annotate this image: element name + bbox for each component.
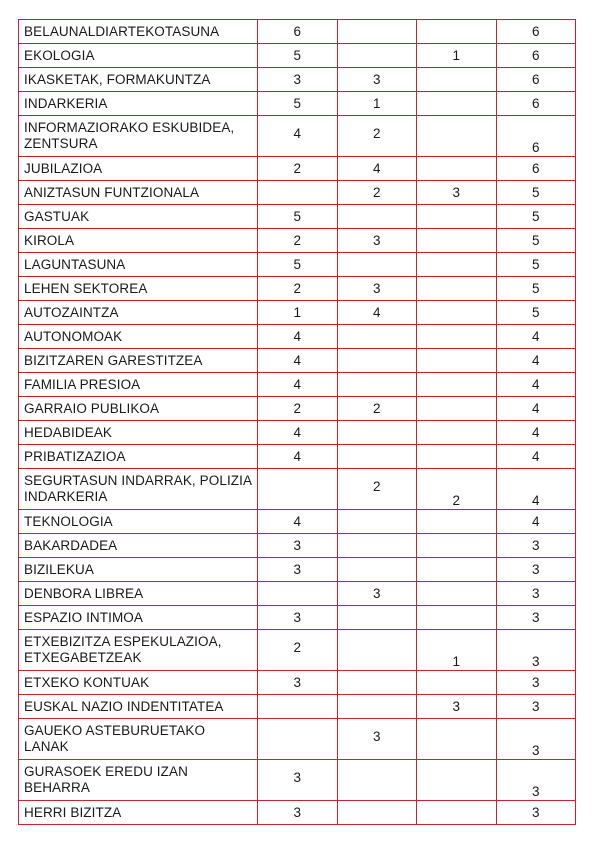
count-cell-4: 3 xyxy=(496,606,576,630)
count-cell-1: 5 xyxy=(258,253,338,277)
count-cell-4: 5 xyxy=(496,181,576,205)
topic-label: INDARKERIA xyxy=(19,92,258,116)
table-row xyxy=(19,373,576,397)
count-cell-3: 1 xyxy=(417,630,497,671)
count-cell-1: 4 xyxy=(258,445,338,469)
topic-label: HEDABIDEAK xyxy=(19,421,258,445)
topic-label: AUTOZAINTZA xyxy=(19,301,258,325)
count-cell-4: 5 xyxy=(496,205,576,229)
topic-label: JUBILAZIOA xyxy=(19,157,258,181)
topic-label: HERRI BIZITZA xyxy=(19,801,258,825)
count-cell-2: 2 xyxy=(337,469,417,510)
count-cell-3 xyxy=(417,277,497,301)
count-cell-3 xyxy=(417,229,497,253)
count-cell-1: 3 xyxy=(258,558,338,582)
count-cell-2: 4 xyxy=(337,301,417,325)
count-cell-3 xyxy=(417,157,497,181)
topic-label: PRIBATIZAZIOA xyxy=(19,445,258,469)
count-cell-2 xyxy=(337,44,417,68)
table-row xyxy=(19,695,576,719)
topic-count-table xyxy=(18,19,576,825)
count-cell-2 xyxy=(337,606,417,630)
topic-label: DENBORA LIBREA xyxy=(19,582,258,606)
table-row xyxy=(19,277,576,301)
count-cell-1: 3 xyxy=(258,801,338,825)
count-cell-4: 4 xyxy=(496,445,576,469)
count-cell-2: 3 xyxy=(337,582,417,606)
count-cell-1 xyxy=(258,582,338,606)
count-cell-1: 5 xyxy=(258,44,338,68)
count-cell-1: 2 xyxy=(258,397,338,421)
count-cell-4: 4 xyxy=(496,421,576,445)
count-cell-3 xyxy=(417,373,497,397)
count-cell-4: 4 xyxy=(496,373,576,397)
topic-label: SEGURTASUN INDARRAK, POLIZIA INDARKERIA xyxy=(19,469,258,510)
count-cell-2 xyxy=(337,801,417,825)
count-cell-3 xyxy=(417,719,497,760)
count-cell-3 xyxy=(417,92,497,116)
count-cell-4: 3 xyxy=(496,801,576,825)
count-cell-2: 3 xyxy=(337,277,417,301)
table-row xyxy=(19,445,576,469)
count-cell-3 xyxy=(417,582,497,606)
count-cell-4: 4 xyxy=(496,397,576,421)
count-cell-2 xyxy=(337,325,417,349)
table-row xyxy=(19,534,576,558)
count-cell-2: 3 xyxy=(337,719,417,760)
count-cell-4: 4 xyxy=(496,349,576,373)
table-row xyxy=(19,157,576,181)
count-cell-3 xyxy=(417,253,497,277)
count-cell-2: 2 xyxy=(337,116,417,157)
count-cell-1: 4 xyxy=(258,510,338,534)
count-cell-1: 3 xyxy=(258,68,338,92)
count-cell-1: 6 xyxy=(258,20,338,44)
table-row xyxy=(19,397,576,421)
topic-label: AUTONOMOAK xyxy=(19,325,258,349)
count-cell-2 xyxy=(337,445,417,469)
count-cell-2: 3 xyxy=(337,229,417,253)
count-cell-3 xyxy=(417,349,497,373)
count-cell-4: 6 xyxy=(496,92,576,116)
table-row xyxy=(19,92,576,116)
count-cell-3 xyxy=(417,68,497,92)
table-row xyxy=(19,116,576,157)
topic-label: FAMILIA PRESIOA xyxy=(19,373,258,397)
count-cell-1: 5 xyxy=(258,92,338,116)
count-cell-2: 3 xyxy=(337,68,417,92)
topic-label: ESPAZIO INTIMOA xyxy=(19,606,258,630)
count-cell-1: 4 xyxy=(258,116,338,157)
count-cell-2 xyxy=(337,20,417,44)
count-cell-2: 2 xyxy=(337,181,417,205)
count-cell-4: 3 xyxy=(496,671,576,695)
count-cell-4: 3 xyxy=(496,630,576,671)
count-cell-4: 3 xyxy=(496,534,576,558)
count-cell-2 xyxy=(337,534,417,558)
count-cell-2 xyxy=(337,671,417,695)
count-cell-1 xyxy=(258,719,338,760)
count-cell-4: 6 xyxy=(496,157,576,181)
topic-label: BELAUNALDIARTEKOTASUNA xyxy=(19,20,258,44)
count-cell-4: 4 xyxy=(496,510,576,534)
count-cell-4: 3 xyxy=(496,558,576,582)
count-cell-2: 2 xyxy=(337,397,417,421)
count-cell-1 xyxy=(258,181,338,205)
count-cell-3 xyxy=(417,397,497,421)
topic-label: GAUEKO ASTEBURUETAKO LANAK xyxy=(19,719,258,760)
count-cell-4: 5 xyxy=(496,301,576,325)
topic-label: IKASKETAK, FORMAKUNTZA xyxy=(19,68,258,92)
table-row xyxy=(19,325,576,349)
topic-label: EKOLOGIA xyxy=(19,44,258,68)
topic-label: ETXEKO KONTUAK xyxy=(19,671,258,695)
count-cell-4: 5 xyxy=(496,277,576,301)
count-cell-1: 2 xyxy=(258,157,338,181)
count-cell-1: 2 xyxy=(258,229,338,253)
count-cell-3 xyxy=(417,558,497,582)
table-row xyxy=(19,20,576,44)
topic-label: TEKNOLOGIA xyxy=(19,510,258,534)
table-row xyxy=(19,229,576,253)
count-cell-4: 6 xyxy=(496,20,576,44)
count-cell-3: 3 xyxy=(417,695,497,719)
count-cell-2 xyxy=(337,253,417,277)
count-cell-3 xyxy=(417,205,497,229)
topic-label: INFORMAZIORAKO ESKUBIDEA, ZENTSURA xyxy=(19,116,258,157)
count-cell-1: 2 xyxy=(258,630,338,671)
topic-label: BIZITZAREN GARESTITZEA xyxy=(19,349,258,373)
count-cell-4: 5 xyxy=(496,229,576,253)
topic-label: GARRAIO PUBLIKOA xyxy=(19,397,258,421)
count-cell-3 xyxy=(417,510,497,534)
count-cell-4: 3 xyxy=(496,719,576,760)
table-body xyxy=(19,20,576,825)
topic-label: GASTUAK xyxy=(19,205,258,229)
count-cell-1: 3 xyxy=(258,671,338,695)
count-cell-4: 3 xyxy=(496,760,576,801)
count-cell-4: 6 xyxy=(496,68,576,92)
count-cell-1 xyxy=(258,695,338,719)
count-cell-4: 4 xyxy=(496,325,576,349)
topic-label: EUSKAL NAZIO INDENTITATEA xyxy=(19,695,258,719)
count-cell-2 xyxy=(337,349,417,373)
count-cell-3 xyxy=(417,421,497,445)
table-row xyxy=(19,469,576,510)
table-row xyxy=(19,301,576,325)
topic-label: ETXEBIZITZA ESPEKULAZIOA, ETXEGABETZEAK xyxy=(19,630,258,671)
count-cell-1: 3 xyxy=(258,534,338,558)
count-cell-2 xyxy=(337,510,417,534)
count-cell-4: 6 xyxy=(496,44,576,68)
table-row xyxy=(19,421,576,445)
count-cell-2 xyxy=(337,695,417,719)
count-cell-3: 3 xyxy=(417,181,497,205)
table-row xyxy=(19,205,576,229)
count-cell-1: 1 xyxy=(258,301,338,325)
table-row xyxy=(19,760,576,801)
count-cell-3 xyxy=(417,606,497,630)
count-cell-1 xyxy=(258,469,338,510)
table-row xyxy=(19,671,576,695)
count-cell-1: 2 xyxy=(258,277,338,301)
table-row xyxy=(19,558,576,582)
count-cell-3 xyxy=(417,671,497,695)
count-cell-2: 4 xyxy=(337,157,417,181)
table-row xyxy=(19,630,576,671)
count-cell-3 xyxy=(417,760,497,801)
topic-label: LAGUNTASUNA xyxy=(19,253,258,277)
count-cell-3 xyxy=(417,20,497,44)
table-row xyxy=(19,801,576,825)
count-cell-3 xyxy=(417,801,497,825)
count-cell-3 xyxy=(417,534,497,558)
table-row xyxy=(19,510,576,534)
count-cell-2 xyxy=(337,205,417,229)
table-row xyxy=(19,349,576,373)
topic-label: LEHEN SEKTOREA xyxy=(19,277,258,301)
count-cell-4: 4 xyxy=(496,469,576,510)
table-row xyxy=(19,68,576,92)
table-row xyxy=(19,606,576,630)
count-cell-3: 1 xyxy=(417,44,497,68)
table-row xyxy=(19,44,576,68)
table-row xyxy=(19,181,576,205)
count-cell-4: 3 xyxy=(496,695,576,719)
count-cell-1: 4 xyxy=(258,325,338,349)
topic-label: ANIZTASUN FUNTZIONALA xyxy=(19,181,258,205)
count-cell-1: 5 xyxy=(258,205,338,229)
count-cell-3 xyxy=(417,301,497,325)
count-cell-2 xyxy=(337,421,417,445)
count-cell-2: 1 xyxy=(337,92,417,116)
table-row xyxy=(19,253,576,277)
topic-label: GURASOEK EREDU IZAN BEHARRA xyxy=(19,760,258,801)
count-cell-1: 3 xyxy=(258,760,338,801)
count-cell-4: 6 xyxy=(496,116,576,157)
count-cell-4: 5 xyxy=(496,253,576,277)
count-cell-2 xyxy=(337,558,417,582)
topic-label: BAKARDADEA xyxy=(19,534,258,558)
count-cell-3: 2 xyxy=(417,469,497,510)
count-cell-2 xyxy=(337,373,417,397)
topic-label: BIZILEKUA xyxy=(19,558,258,582)
count-cell-3 xyxy=(417,325,497,349)
count-cell-1: 4 xyxy=(258,421,338,445)
count-cell-1: 3 xyxy=(258,606,338,630)
topic-label: KIROLA xyxy=(19,229,258,253)
table-row xyxy=(19,719,576,760)
count-cell-1: 4 xyxy=(258,373,338,397)
count-cell-4: 3 xyxy=(496,582,576,606)
table-row xyxy=(19,582,576,606)
count-cell-3 xyxy=(417,445,497,469)
count-cell-2 xyxy=(337,630,417,671)
count-cell-1: 4 xyxy=(258,349,338,373)
count-cell-3 xyxy=(417,116,497,157)
count-cell-2 xyxy=(337,760,417,801)
